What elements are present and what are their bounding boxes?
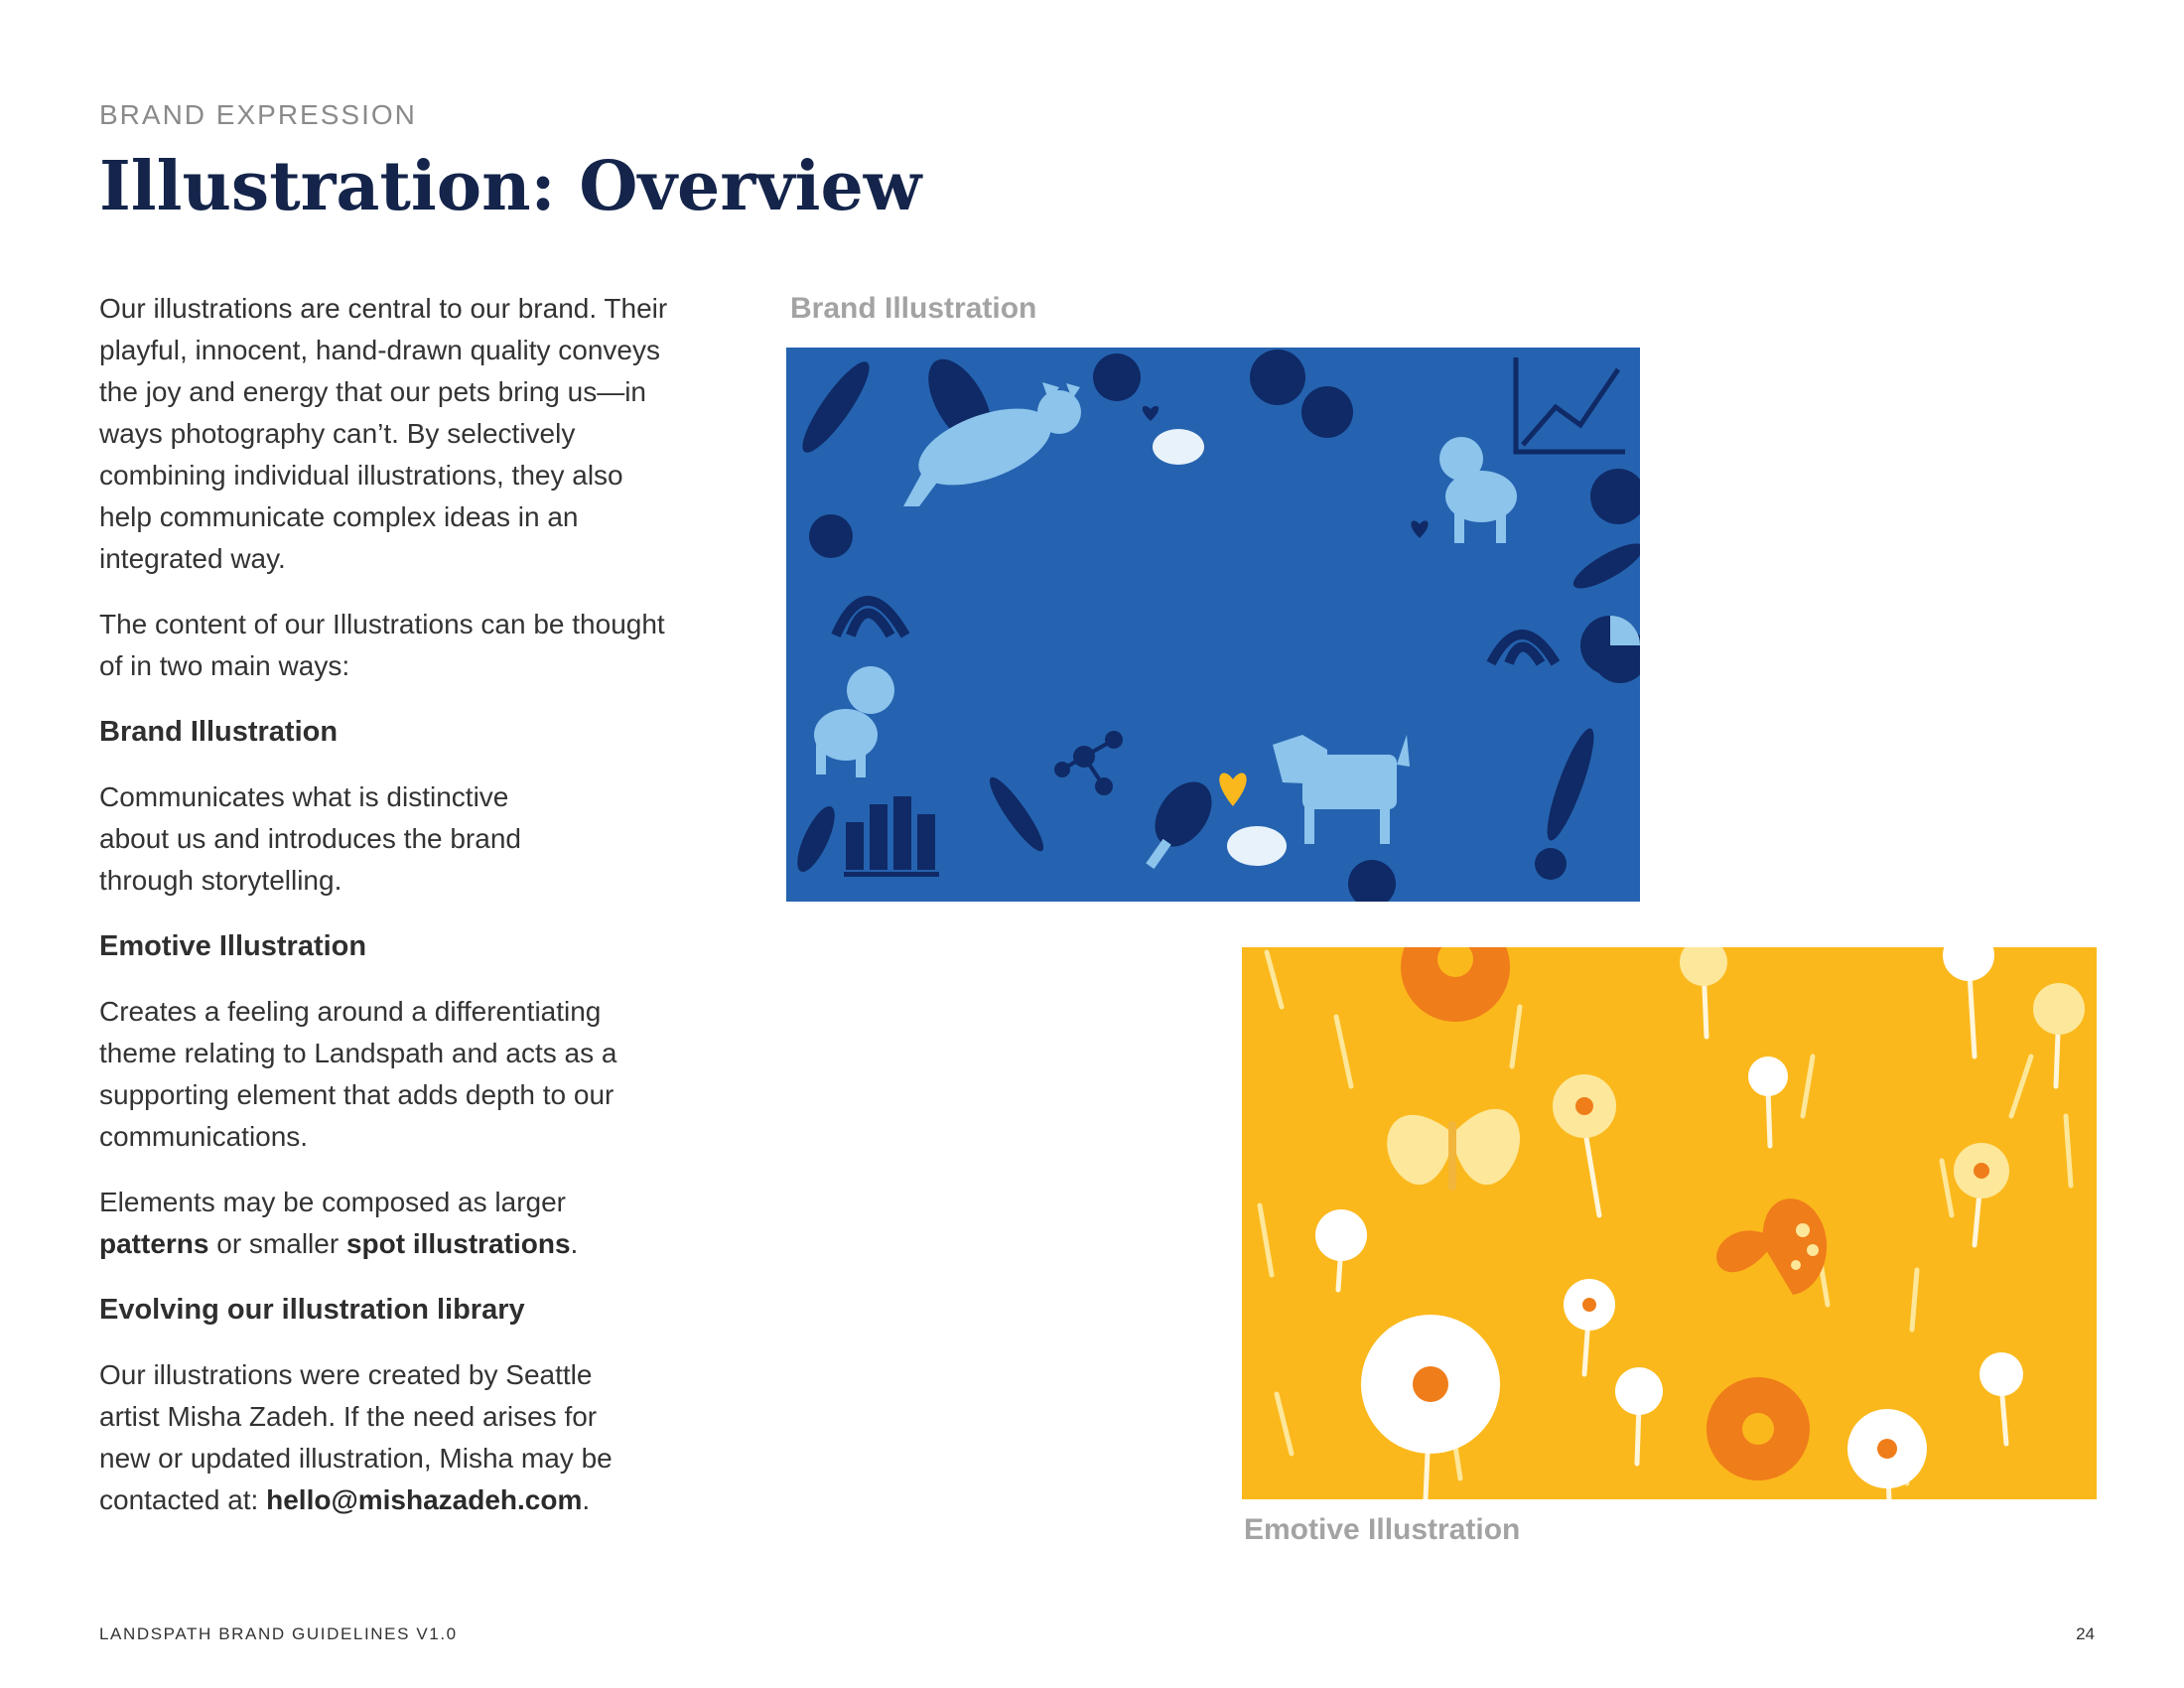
molecule-icon — [1056, 733, 1121, 793]
page-title: Illustration: Overview — [99, 147, 922, 226]
line-chart-icon — [1516, 357, 1625, 452]
drumstick-icon — [1144, 772, 1224, 869]
scottie-dog-icon — [1273, 735, 1410, 844]
butterfly-icon — [1387, 1109, 1827, 1295]
rainbow-icon — [836, 601, 1556, 663]
contact-email[interactable]: hello@mishazadeh.com — [266, 1484, 583, 1515]
elements-text-post: . — [570, 1228, 579, 1259]
body-copy — [99, 288, 675, 1545]
evolving-text: Our illustrations were created by Seattle artist Misha Zadeh. If the need arises for new or updated illustration, Misha may be contacted at: — [99, 1359, 613, 1515]
content-intro-paragraph: The content of our Illustrations can be thought of in two main ways: — [99, 609, 665, 681]
footer-document-title: LANDSPATH BRAND GUIDELINES V1.0 — [99, 1624, 458, 1643]
section-eyebrow: BRAND EXPRESSION — [99, 99, 417, 130]
emotive-illustration-heading: Emotive Illustration — [99, 930, 367, 962]
evolving-library-heading: Evolving our illustration library — [99, 1294, 525, 1326]
brand-illustration-heading: Brand Illustration — [99, 716, 339, 748]
intro-paragraph: Our illustrations are central to our brand. Their playful, innocent, hand-drawn quality conveys the joy and energy that our pets bring us—in ways photography can’t. By selectively combining individual illustrations, they also help communicate complex ideas in an integrated way. — [99, 293, 668, 574]
page-number: 24 — [2076, 1624, 2095, 1643]
daisy-icon — [1315, 947, 2085, 1488]
elements-paragraph — [99, 1182, 635, 1265]
leaf-icon — [790, 349, 1640, 876]
brand-illustration-image — [786, 348, 1640, 902]
contact-post: . — [582, 1484, 591, 1515]
elements-patterns: patterns — [99, 1228, 209, 1259]
chart-icon — [844, 796, 939, 877]
elements-spot: spot illustrations — [345, 1228, 571, 1259]
emotive-illustration-caption: Emotive Illustration — [1244, 1513, 1521, 1546]
elements-text-mid: or smaller — [208, 1228, 346, 1259]
evolving-library-text — [99, 1354, 655, 1521]
emotive-illustration-image — [1242, 947, 2097, 1499]
elements-text-pre: Elements may be composed as larger — [99, 1187, 566, 1217]
pie-chart-icon — [1580, 616, 1640, 675]
brand-illustration-text: Communicates what is distinctive about us and introduces the brand through storytelling. — [99, 781, 521, 896]
emotive-illustration-text: Creates a feeling around a differentiating theme relating to Landspath and acts as a supporting element that adds depth to our communications. — [99, 996, 617, 1152]
brand-illustration-caption: Brand Illustration — [790, 292, 1037, 325]
